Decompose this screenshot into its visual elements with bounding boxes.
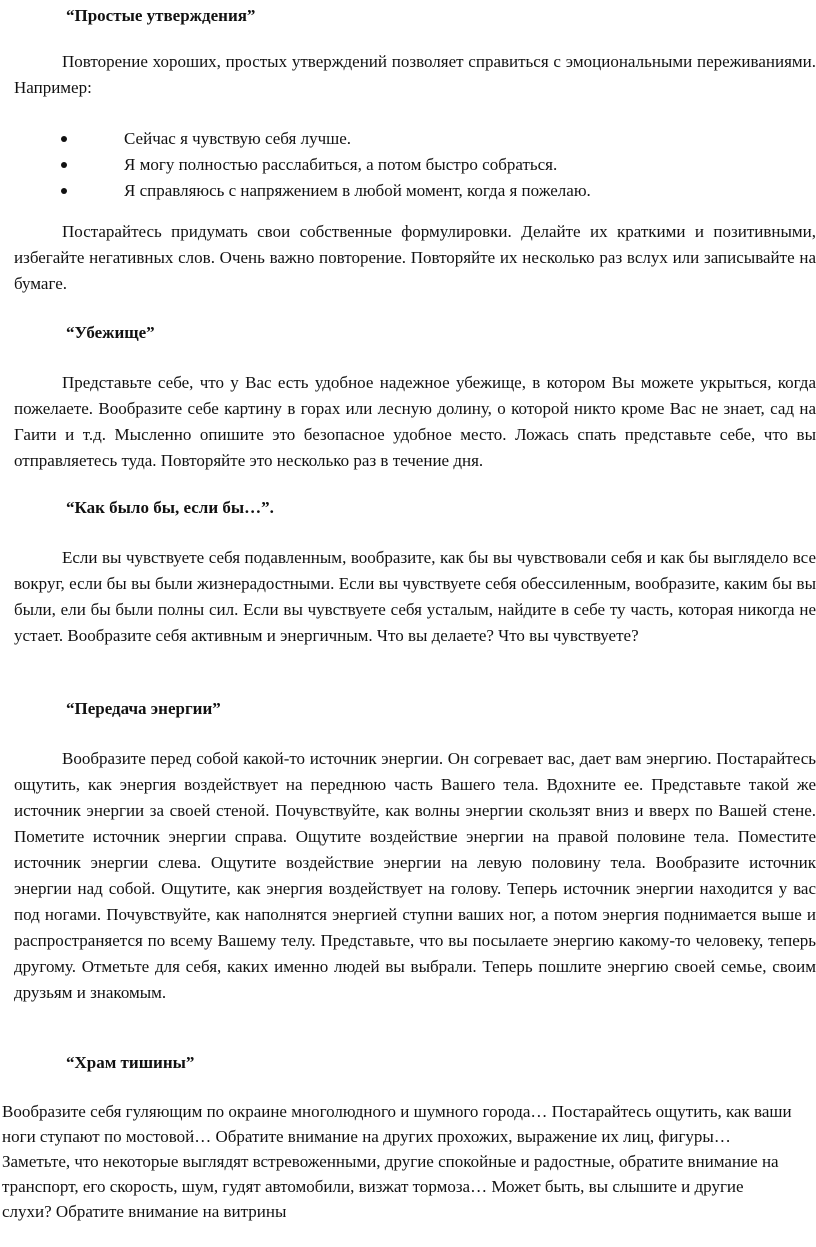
paragraph-energy-transfer: Вообразите перед собой какой-то источник энергии. Он согревает вас, дает вам энергию. Постарайтесь ощутить, как энергия воздействует на переднюю часть Вашего тела. Вдохните ее. Представьте такой же источник энергии за своей стеной. Почувствуйте, как волны энергии скользят вниз и вверх по Вашей стене. Пометите источник энергии справа. Ощутите воздействие энергии на правой половине тела. Поместите источник энергии слева. Ощутите воздействие энергии на левую половину тела. Вообразите источник энергии над собой. Ощутите, как энергия воздействует на голову. Теперь источник энергии находится у вас под ногами. Почувствуйте, как наполнятся энергией ступни ваших ног, а потом энергия поднимается выше и распространяется по всему Вашему телу. Представьте, что вы посылаете энергию какому-то человеку, теперь другому. Отметьте для себя, каких именно людей вы выбрали. Теперь пошлите энергию своей семье, своим друзьям и знакомым. bbox=[14, 749, 816, 1002]
list-item-text: Я справляюсь с напряжением в любой момент, когда я пожелаю. bbox=[124, 181, 591, 200]
list-item-text: Я могу полностью расслабиться, а потом быстро собраться. bbox=[124, 155, 558, 174]
list-item bbox=[56, 152, 796, 178]
list-item bbox=[56, 178, 796, 204]
paragraph-simple-affirmations-intro: Повторение хороших, простых утверждений позволяет справиться с эмоциональными переживаниями. Например: bbox=[14, 52, 816, 97]
list-item-text: Сейчас я чувствую себя лучше. bbox=[124, 129, 352, 148]
paragraph-shelter: Представьте себе, что у Вас есть удобное надежное убежище, в котором Вы можете укрыться, когда пожелаете. Вообразите себе картину в горах или лесную долину, о которой никто кроме Вас не знает, сад на Гаити и т.д. Мысленно опишите это безопасное удобное место. Ложась спать представьте себе, что вы отправляетесь туда. Повторяйте это несколько раз в течение дня. bbox=[14, 373, 816, 470]
paragraph-simple-affirmations-advice: Постарайтесь придумать свои собственные формулировки. Делайте их краткими и позитивными, избегайте негативных слов. Очень важно повторение. Повторяйте их несколько раз вслух или записывайте на бумаге. bbox=[14, 222, 816, 293]
section-title-what-if: “Как было бы, если бы…”. bbox=[66, 498, 274, 517]
affirmations-list bbox=[56, 126, 796, 204]
section-title-energy-transfer: “Передача энергии” bbox=[66, 699, 221, 718]
section-title-temple-of-silence: “Храм тишины” bbox=[66, 1053, 195, 1072]
bullet-icon bbox=[61, 162, 67, 168]
bullet-icon bbox=[61, 136, 67, 142]
paragraph-temple-of-silence: Вообразите себя гуляющим по окраине многолюдного и шумного города… Постарайтесь ощутить, как ваши ноги ступают по мостовой… Обратите внимание на других прохожих, выражение их лиц, фигуры… Заметьте, что некоторые выглядят встревоженными, другие спокойные и радостные, обратите внимание на транспорт, его скорость, шум, гудят автомобили, визжат тормоза… Может быть, вы слышите и другие слухи? Обратите внимание на витрины bbox=[2, 1102, 792, 1221]
list-item bbox=[56, 126, 796, 152]
bullet-icon bbox=[61, 188, 67, 194]
section-title-shelter: “Убежище” bbox=[66, 323, 155, 342]
section-title-simple-affirmations: “Простые утверждения” bbox=[66, 6, 256, 25]
paragraph-what-if: Если вы чувствуете себя подавленным, вообразите, как бы вы чувствовали себя и как бы выглядело все вокруг, если бы вы были жизнерадостными. Если вы чувствуете себя обессиленным, вообразите, каким бы вы были, ели бы были полны сил. Если вы чувствуете себя усталым, найдите в себе ту часть, которая никогда не устает. Вообразите себя активным и энергичным. Что вы делаете? Что вы чувствуете? bbox=[14, 548, 816, 645]
